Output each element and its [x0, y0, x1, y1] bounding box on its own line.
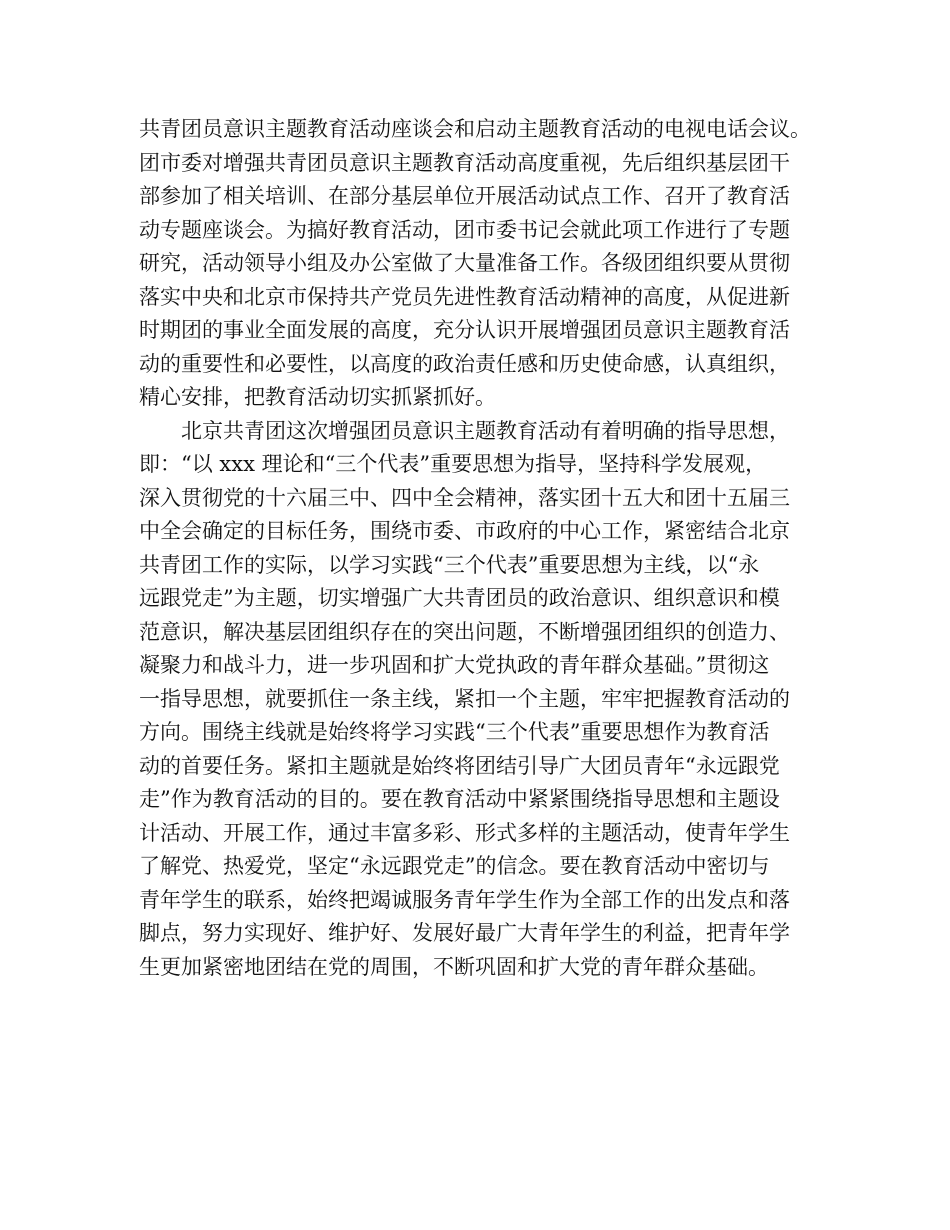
text-line: 计活动、开展工作，通过丰富多彩、形式多样的主题活动，使青年学生 — [139, 820, 790, 845]
text-line: 研究，活动领导小组及办公室做了大量准备工作。各级团组织要从贯彻 — [139, 251, 790, 275]
text-line: 方向。围绕主线就是始终将学习实践“三个代表”重要思想作为教育活 — [139, 720, 770, 744]
text-line: 了解党、热爱党，坚定“永远跟党走”的信念。要在教育活动中密切与 — [139, 854, 770, 878]
text-line: 共青团员意识主题教育活动座谈会和启动主题教育活动的电视电话会议。 — [139, 117, 811, 141]
text-line: 落实中央和北京市保持共产党员先进性教育活动精神的高度，从促进新 — [139, 284, 790, 309]
text-line: 中全会确定的目标任务，围绕市委、市政府的中心工作，紧密结合北京 — [139, 519, 790, 543]
text-line: 青年学生的联系，始终把竭诚服务青年学生作为全部工作的出发点和落 — [139, 887, 790, 912]
text-line-indented: 北京共青团这次增强团员意识主题教育活动有着明确的指导思想， — [181, 418, 790, 443]
text-line: 范意识，解决基层团组织存在的突出问题，不断增强团组织的创造力、 — [139, 619, 790, 644]
text-line: 一指导思想，就要抓住一条主线，紧扣一个主题，牢牢把握教育活动的 — [139, 686, 790, 711]
text-line: 精心安排，把教育活动切实抓紧抓好。 — [139, 385, 496, 409]
text-line: 走”作为教育活动的目的。要在教育活动中紧紧围绕指导思想和主题设 — [139, 787, 780, 811]
text-line: 团市委对增强共青团员意识主题教育活动高度重视，先后组织基层团干 — [139, 150, 790, 175]
paragraph-2 — [139, 415, 829, 985]
text-line: 远跟党走”为主题，切实增强广大共青团员的政治意识、组织意识和模 — [139, 586, 780, 610]
text-line: 即：“以 xxx 理论和“三个代表”重要思想为指导，坚持科学发展观， — [139, 452, 767, 476]
text-line: 动专题座谈会。为搞好教育活动，团市委书记会就此项工作进行了专题 — [139, 217, 790, 242]
text-line: 生更加紧密地团结在党的周围，不断巩固和扩大党的青年群众基础。 — [139, 954, 769, 979]
text-line: 部参加了相关培训、在部分基层单位开展活动试点工作、召开了教育活 — [139, 184, 790, 208]
text-line: 脚点，努力实现好、维护好、发展好最广大青年学生的利益，把青年学 — [139, 921, 790, 945]
text-line: 共青团工作的实际，以学习实践“三个代表”重要思想为主线，以“永 — [139, 552, 760, 577]
text-line: 时期团的事业全面发展的高度，充分认识开展增强团员意识主题教育活 — [139, 318, 790, 342]
text-line: 动的重要性和必要性，以高度的政治责任感和历史使命感，认真组织， — [139, 351, 790, 376]
document-body — [139, 113, 829, 984]
paragraph-1 — [139, 113, 829, 415]
text-line: 深入贯彻党的十六届三中、四中全会精神，落实团十五大和团十五届三 — [139, 485, 790, 510]
text-line: 动的首要任务。紧扣主题就是始终将团结引导广大团员青年“永远跟党 — [139, 753, 780, 778]
text-line: 凝聚力和战斗力，进一步巩固和扩大党执政的青年群众基础。”贯彻这 — [139, 653, 770, 677]
